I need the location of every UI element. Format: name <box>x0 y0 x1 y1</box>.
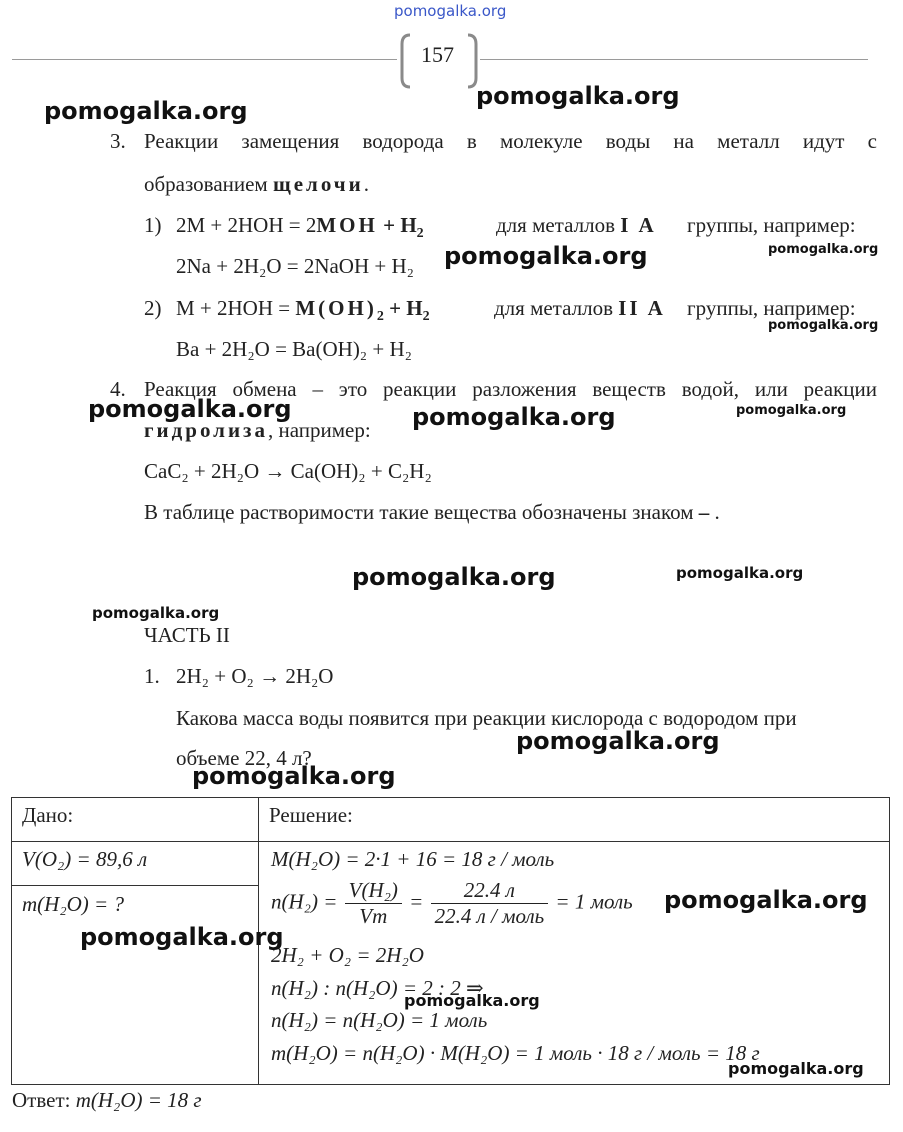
item3-number: 3. <box>110 129 126 153</box>
sol2-frac1 <box>345 878 402 929</box>
sub1-eq-plus: + H <box>383 213 417 237</box>
item3-sub1-tail-b: группы, например: <box>687 213 856 237</box>
given-row-1 <box>12 842 258 886</box>
watermark: pomogalka.org <box>676 564 804 582</box>
item4-note-text: В таблице растворимости такие вещества обозначены знаком <box>144 500 694 524</box>
sub2-tail-a: для металлов <box>494 296 613 320</box>
part2-q-line1: Какова масса воды появится при реакции кислорода с водородом при <box>176 706 797 730</box>
watermark: pomogalka.org <box>728 1059 864 1078</box>
sol-molar-mass: M(H₂O) = 2·1 + 16 = 18 г / моль <box>271 847 555 871</box>
sub1-tail-a: для металлов <box>496 213 615 237</box>
sub2-eq-bold: M(OH) <box>295 296 377 320</box>
item3-sub2-num: 2) <box>144 296 162 320</box>
part2-q-num: 1. <box>144 664 160 688</box>
sub2-eq-sub2: 2 <box>422 309 430 325</box>
given-header: Дано: <box>22 803 74 827</box>
solution-header-cell <box>259 798 890 842</box>
item3-line2-a: образованием <box>144 172 268 196</box>
watermark: pomogalka.org <box>476 82 680 110</box>
part2-title: ЧАСТЬ II <box>144 623 230 647</box>
item3-sub2-eq <box>176 296 430 325</box>
sol-moles-equal: n(H₂) = n(H₂O) = 1 моль <box>271 1008 488 1032</box>
watermark: pomogalka.org <box>664 886 868 914</box>
item4-equation: CaC₂ + 2H₂O → Ca(OH)₂ + C₂H₂ <box>144 459 432 483</box>
sol2-num2: 22.4 л <box>431 878 549 904</box>
item3-sub2-tail <box>494 296 666 321</box>
sol-ratio: n(H₂) : n(H₂O) = 2 : 2 ⇒ <box>271 976 484 1000</box>
page-number: 157 <box>421 42 454 67</box>
item4-hydrolysis: гидролиза <box>144 418 268 442</box>
sub1-eq-sub: 2 <box>416 226 424 242</box>
item4-note-end: . <box>714 500 720 524</box>
sol2-left: n(H₂) = <box>271 889 338 914</box>
watermark: pomogalka.org <box>352 563 556 591</box>
item4-line1: Реакция обмена – это реакции разложения веществ водой, или реакции <box>144 377 877 401</box>
sub2-tail-bold: II A <box>618 296 666 320</box>
sol2-eq: = <box>409 889 424 914</box>
sub1-eq-a: 2M + 2HOH = 2 <box>176 213 317 237</box>
sub1-eq-bold: MOH <box>316 213 378 237</box>
sub2-eq-sub: 2 <box>376 309 384 325</box>
watermark: pomogalka.org <box>92 604 220 622</box>
part2-q-line2: объеме 22, 4 л? <box>176 746 312 770</box>
watermark: pomogalka.org <box>412 403 616 431</box>
answer-value: m(H₂O) = 18 г <box>75 1088 202 1112</box>
watermark: pomogalka.org <box>736 403 847 418</box>
item3-sub1-eq <box>176 213 424 242</box>
item4-line2-rest: , например: <box>267 418 371 442</box>
given-find: m(H₂O) = ? <box>22 892 124 916</box>
sol-reaction: 2H₂ + O₂ = 2H₂O <box>271 943 424 967</box>
part2-q-equation: 2H₂ + O₂ → 2H₂O <box>176 664 334 688</box>
solution-header: Решение: <box>269 803 353 827</box>
header-rule-left <box>12 59 397 60</box>
given-volume: V(O₂) = 89,6 л <box>22 847 148 871</box>
sol2-den2: 22.4 л / моль <box>434 904 545 928</box>
sub2-eq-plus: + H <box>389 296 423 320</box>
watermark: pomogalka.org <box>192 762 396 790</box>
given-cell <box>12 842 259 1085</box>
header-rule-right <box>480 59 868 60</box>
item3-line2 <box>144 172 369 197</box>
given-header-cell <box>12 798 259 842</box>
item3-line1: Реакции замещения водорода в молекуле воды на металл идут с <box>144 129 877 153</box>
sol2-den1: Vm <box>359 904 388 928</box>
answer-label: Ответ: <box>12 1088 71 1112</box>
watermark: pomogalka.org <box>80 923 284 951</box>
item3-sub2-tail-b: группы, например: <box>687 296 856 320</box>
item3-sub1-num: 1) <box>144 213 162 237</box>
item4-note <box>144 500 720 525</box>
item3-sub1-tail <box>496 213 657 238</box>
watermark: pomogalka.org <box>88 395 292 423</box>
sol2-num1: V(H₂) <box>345 878 402 904</box>
item4-note-sign: – <box>698 500 710 524</box>
item3-alkali: щелочи <box>272 172 364 196</box>
watermark: pomogalka.org <box>404 991 540 1010</box>
sol-mass: m(H₂O) = n(H₂O) · M(H₂O) = 1 моль · 18 г / моль = 18 г <box>271 1041 760 1065</box>
header-watermark: pomogalka.org <box>394 2 507 20</box>
watermark: pomogalka.org <box>516 727 720 755</box>
watermark: pomogalka.org <box>768 318 879 333</box>
answer-line <box>12 1088 202 1113</box>
sub1-tail-bold: I A <box>620 213 657 237</box>
solution-cell <box>259 842 890 1085</box>
item3-line2-c: . <box>363 172 369 196</box>
sub2-eq-a: M + 2HOH = <box>176 296 291 320</box>
watermark: pomogalka.org <box>444 242 648 270</box>
watermark: pomogalka.org <box>768 242 879 257</box>
sol-moles-h2 <box>271 878 633 929</box>
sol2-frac2 <box>431 878 549 929</box>
sol2-right: = 1 моль <box>555 889 633 914</box>
item3-sub1-example: 2Na + 2H₂O = 2NaOH + H₂ <box>176 254 414 278</box>
watermark: pomogalka.org <box>44 97 248 125</box>
item3-sub2-example: Ba + 2H₂O = Ba(OH)₂ + H₂ <box>176 337 412 361</box>
item4-number: 4. <box>110 377 126 401</box>
